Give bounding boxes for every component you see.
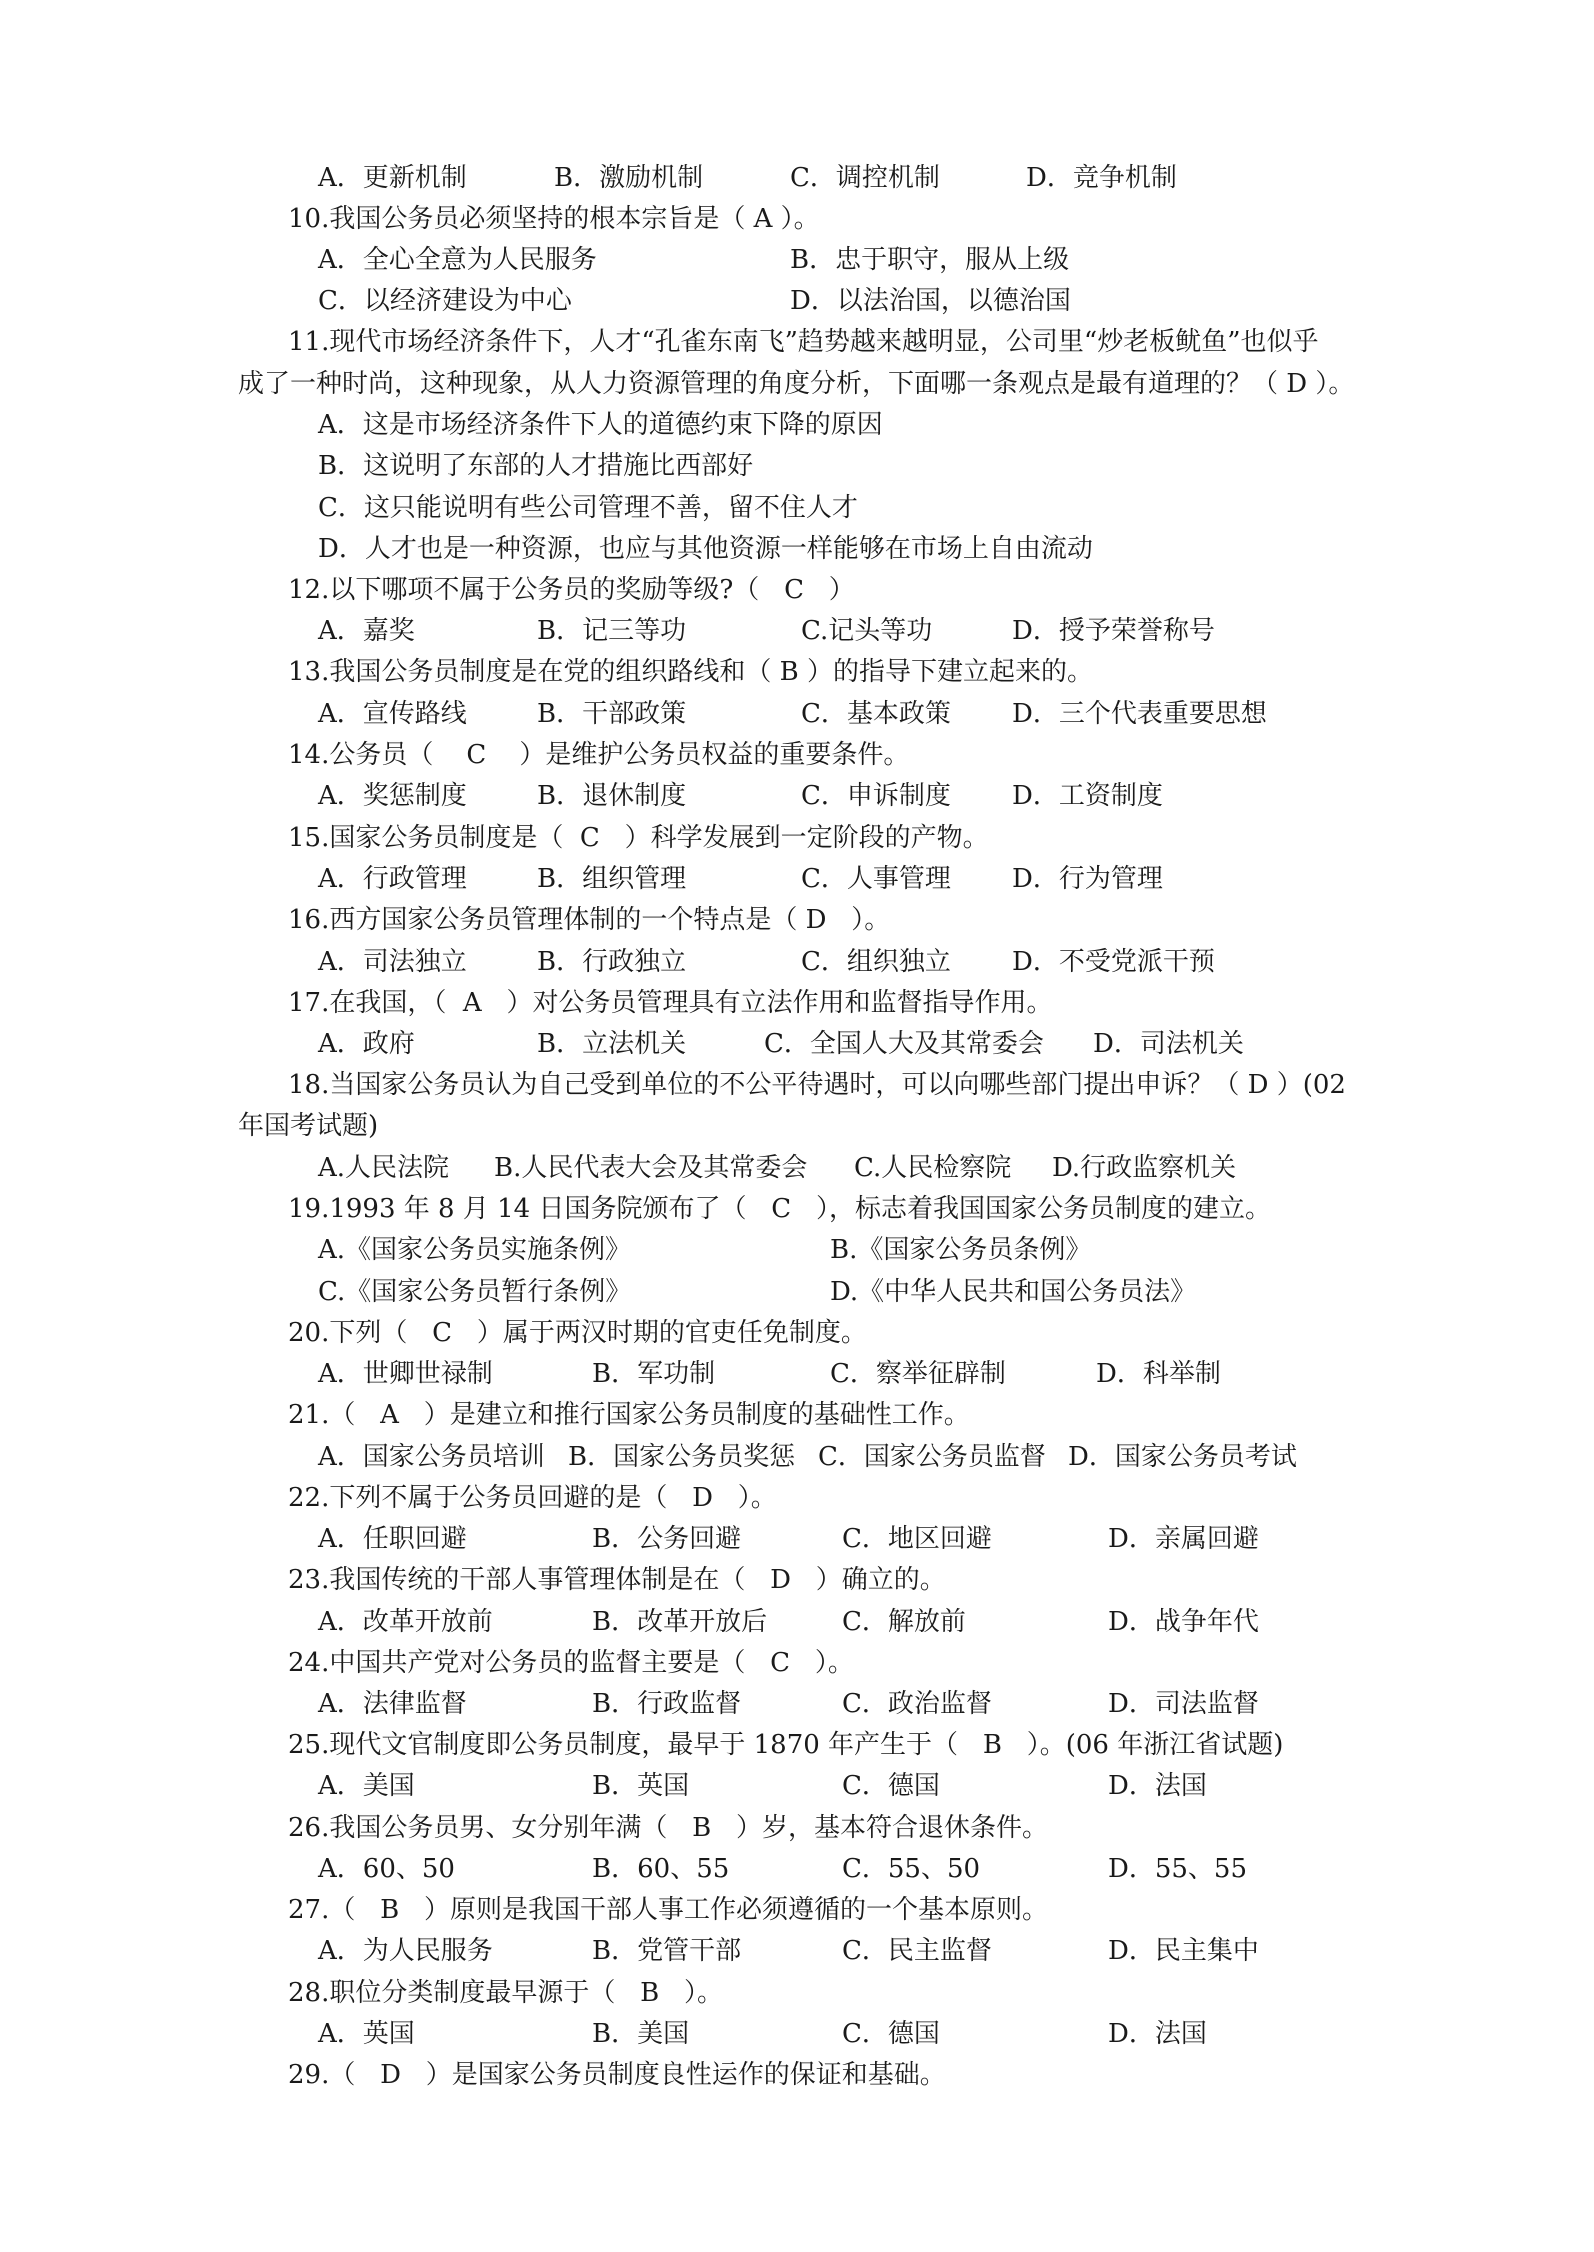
q12-option-d: D．授予荣誉称号 bbox=[1012, 616, 1215, 646]
q16-stem: 16.西方国家公务员管理体制的一个特点是（ D ）。 bbox=[288, 905, 891, 935]
q24-option-a: A．法律监督 bbox=[318, 1689, 467, 1719]
q18-stem-line1: 18.当国家公务员认为自己受到单位的不公平待遇时，可以向哪些部门提出申诉？（ D ）(02 bbox=[288, 1070, 1346, 1100]
q28-stem: 28.职位分类制度最早源于（ B ）。 bbox=[288, 1978, 724, 2008]
q17-option-b: B．立法机关 bbox=[537, 1029, 687, 1059]
q12-option-b: B．记三等功 bbox=[537, 616, 687, 646]
q26-stem: 26.我国公务员男、女分别年满（ B ）岁，基本符合退休条件。 bbox=[288, 1813, 1049, 1843]
q28-option-a: A．英国 bbox=[318, 2019, 415, 2049]
q21-stem: 21.（ A ）是建立和推行国家公务员制度的基础性工作。 bbox=[288, 1400, 970, 1430]
q11-stem-line1: 11.现代市场经济条件下，人才“孔雀东南飞”趋势越来越明显，公司里“炒老板鱿鱼”也似乎 bbox=[288, 327, 1319, 357]
q16-option-c: C．组织独立 bbox=[801, 947, 951, 977]
q28-option-d: D．法国 bbox=[1108, 2019, 1207, 2049]
q9-option-d: D．竞争机制 bbox=[1026, 163, 1177, 193]
q14-option-b: B．退休制度 bbox=[537, 781, 687, 811]
q25-option-a: A．美国 bbox=[318, 1771, 415, 1801]
q23-stem: 23.我国传统的干部人事管理体制是在（ D ）确立的。 bbox=[288, 1565, 946, 1595]
q24-option-d: D．司法监督 bbox=[1108, 1689, 1259, 1719]
q16-option-d: D．不受党派干预 bbox=[1012, 947, 1215, 977]
q15-option-d: D．行为管理 bbox=[1012, 864, 1163, 894]
q20-stem: 20.下列（ C ）属于两汉时期的官吏任免制度。 bbox=[288, 1318, 867, 1348]
q14-option-c: C．申诉制度 bbox=[801, 781, 951, 811]
q23-option-a: A．改革开放前 bbox=[318, 1607, 493, 1637]
q14-option-a: A．奖惩制度 bbox=[318, 781, 467, 811]
q10-option-d: D．以法治国，以德治国 bbox=[790, 286, 1071, 316]
q13-option-d: D．三个代表重要思想 bbox=[1012, 699, 1267, 729]
q21-option-a: A．国家公务员培训 bbox=[318, 1442, 545, 1472]
q18-stem-line2: 年国考试题) bbox=[238, 1111, 379, 1141]
q10-stem: 10.我国公务员必须坚持的根本宗旨是（ A ）。 bbox=[288, 204, 820, 234]
q27-option-c: C．民主监督 bbox=[842, 1936, 992, 1966]
q22-option-d: D．亲属回避 bbox=[1108, 1524, 1259, 1554]
q22-option-c: C．地区回避 bbox=[842, 1524, 992, 1554]
q16-option-a: A．司法独立 bbox=[318, 947, 467, 977]
q23-option-b: B．改革开放后 bbox=[592, 1607, 768, 1637]
q15-option-c: C．人事管理 bbox=[801, 864, 951, 894]
q13-stem: 13.我国公务员制度是在党的组织路线和（ B ）的指导下建立起来的。 bbox=[288, 657, 1093, 687]
q14-option-d: D．工资制度 bbox=[1012, 781, 1163, 811]
q17-stem: 17.在我国，（ A ）对公务员管理具有立法作用和监督指导作用。 bbox=[288, 988, 1053, 1018]
q29-stem: 29.（ D ）是国家公务员制度良性运作的保证和基础。 bbox=[288, 2060, 946, 2090]
q25-option-c: C．德国 bbox=[842, 1771, 940, 1801]
q9-option-a: A．更新机制 bbox=[318, 163, 467, 193]
q26-option-b: B．60、55 bbox=[592, 1854, 730, 1884]
q21-option-c: C．国家公务员监督 bbox=[818, 1442, 1046, 1472]
q21-option-b: B．国家公务员奖惩 bbox=[568, 1442, 796, 1472]
q19-option-a: A.《国家公务员实施条例》 bbox=[318, 1235, 632, 1265]
q9-option-b: B．激励机制 bbox=[554, 163, 704, 193]
q10-option-b: B．忠于职守，服从上级 bbox=[790, 245, 1070, 275]
q12-option-a: A．嘉奖 bbox=[318, 616, 415, 646]
q27-stem: 27.（ B ）原则是我国干部人事工作必须遵循的一个基本原则。 bbox=[288, 1895, 1049, 1925]
q18-option-a: A.人民法院 bbox=[318, 1153, 450, 1183]
q22-option-a: A．任职回避 bbox=[318, 1524, 467, 1554]
q21-option-d: D．国家公务员考试 bbox=[1068, 1442, 1297, 1472]
q11-stem-line2: 成了一种时尚，这种现象，从人力资源管理的角度分析，下面哪一条观点是最有道理的？（ D ）。 bbox=[238, 369, 1355, 399]
q19-stem: 19.1993 年 8 月 14 日国务院颁布了（ C ），标志着我国国家公务员制度的建立。 bbox=[288, 1194, 1271, 1224]
q24-option-b: B．行政监督 bbox=[592, 1689, 742, 1719]
q19-option-c: C.《国家公务员暂行条例》 bbox=[318, 1277, 632, 1307]
q12-option-c: C.记头等功 bbox=[801, 616, 933, 646]
q13-option-c: C．基本政策 bbox=[801, 699, 951, 729]
q24-option-c: C．政治监督 bbox=[842, 1689, 992, 1719]
q28-options bbox=[318, 2018, 1318, 2210]
q10-option-a: A．全心全意为人民服务 bbox=[318, 245, 597, 275]
q15-option-a: A．行政管理 bbox=[318, 864, 467, 894]
q17-option-c: C．全国人大及其常委会 bbox=[764, 1029, 1044, 1059]
q11-option-b: B．这说明了东部的人才措施比西部好 bbox=[318, 451, 754, 481]
q22-option-b: B．公务回避 bbox=[592, 1524, 742, 1554]
q15-stem: 15.国家公务员制度是（ C ）科学发展到一定阶段的产物。 bbox=[288, 823, 989, 853]
q18-option-b: B.人民代表大会及其常委会 bbox=[494, 1153, 808, 1183]
q28-option-b: B．美国 bbox=[592, 2019, 690, 2049]
q10-option-c: C．以经济建设为中心 bbox=[318, 286, 572, 316]
q17-option-d: D．司法机关 bbox=[1093, 1029, 1244, 1059]
q24-stem: 24.中国共产党对公务员的监督主要是（ C ）。 bbox=[288, 1648, 854, 1678]
q11-option-d: D．人才也是一种资源，也应与其他资源一样能够在市场上自由流动 bbox=[318, 534, 1093, 564]
q11-option-a: A．这是市场经济条件下人的道德约束下降的原因 bbox=[318, 410, 883, 440]
q18-option-d: D.行政监察机关 bbox=[1052, 1153, 1237, 1183]
q27-option-b: B．党管干部 bbox=[592, 1936, 742, 1966]
q9-option-c: C．调控机制 bbox=[790, 163, 940, 193]
q13-option-a: A．宣传路线 bbox=[318, 699, 467, 729]
q23-option-d: D．战争年代 bbox=[1108, 1607, 1259, 1637]
q22-stem: 22.下列不属于公务员回避的是（ D ）。 bbox=[288, 1483, 777, 1513]
q20-option-d: D．科举制 bbox=[1096, 1359, 1221, 1389]
q26-option-a: A．60、50 bbox=[318, 1854, 455, 1884]
q19-option-d: D.《中华人民共和国公务员法》 bbox=[830, 1277, 1197, 1307]
q20-option-a: A．世卿世禄制 bbox=[318, 1359, 493, 1389]
q26-option-d: D．55、55 bbox=[1108, 1854, 1248, 1884]
q20-option-c: C．察举征辟制 bbox=[830, 1359, 1006, 1389]
q12-stem: 12.以下哪项不属于公务员的奖励等级?（ C ） bbox=[288, 575, 855, 605]
q15-option-b: B．组织管理 bbox=[537, 864, 687, 894]
q13-option-b: B．干部政策 bbox=[537, 699, 687, 729]
q26-option-c: C．55、50 bbox=[842, 1854, 981, 1884]
q16-option-b: B．行政独立 bbox=[537, 947, 687, 977]
q17-option-a: A．政府 bbox=[318, 1029, 415, 1059]
q19-option-b: B.《国家公务员条例》 bbox=[830, 1235, 1092, 1265]
q28-option-c: C．德国 bbox=[842, 2019, 940, 2049]
q23-option-c: C．解放前 bbox=[842, 1607, 966, 1637]
q25-option-b: B．英国 bbox=[592, 1771, 690, 1801]
q20-option-b: B．军功制 bbox=[592, 1359, 716, 1389]
q14-stem: 14.公务员（ C ）是维护公务员权益的重要条件。 bbox=[288, 740, 910, 770]
q25-option-d: D．法国 bbox=[1108, 1771, 1207, 1801]
q18-option-c: C.人民检察院 bbox=[854, 1153, 1012, 1183]
q27-option-d: D．民主集中 bbox=[1108, 1936, 1259, 1966]
q11-option-c: C．这只能说明有些公司管理不善，留不住人才 bbox=[318, 493, 858, 523]
q25-stem: 25.现代文官制度即公务员制度，最早于 1870 年产生于（ B ）。(06 年浙江省试题) bbox=[288, 1730, 1284, 1760]
q27-option-a: A．为人民服务 bbox=[318, 1936, 493, 1966]
